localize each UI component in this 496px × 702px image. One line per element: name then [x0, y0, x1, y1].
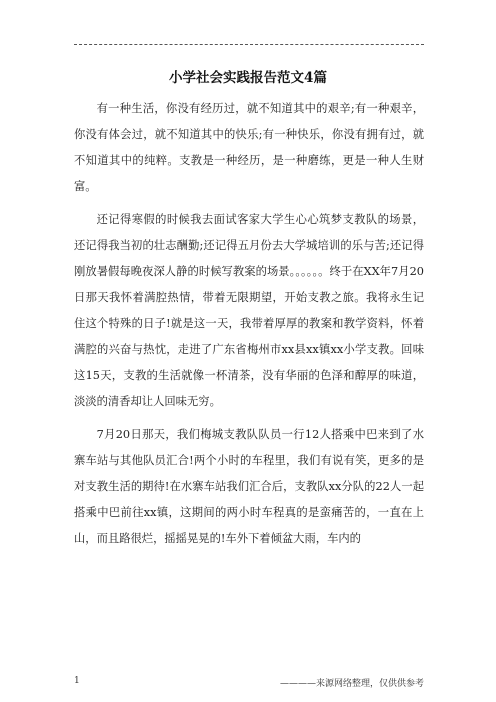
paragraph: 还记得寒假的时候我去面试客家大学生心心筑梦支教队的场景，还记得我当初的壮志酬勤;还记得五月份去大学城培训的乐与苦;还记得刚放暑假每晚夜深人静的时候写教案的场景。。。。。。终于在XX年7月20日那天我怀着满腔热情，带着无限期望，开始支教之旅。我将永生记住这个特殊的日子!就是这一天，我带着厚厚的教案和教学资料，怀着满腔的兴奋与热忱，走进了广东省梅州市xx县xx镇xx小学支教。回味这15天，支教的生活就像一杯清茶，没有华丽的色泽和醇厚的味道，淡淡的清香却让人回味无穷。	[74, 213, 424, 408]
paragraph: 有一种生活，你没有经历过，就不知道其中的艰辛;有一种艰辛，你没有体会过，就不知道其中的快乐;有一种快乐，你没有拥有过，就不知道其中的纯粹。支教是一种经历，是一种磨练，更是一种人生财富。	[74, 102, 424, 193]
page-number: 1	[74, 676, 80, 686]
document-title: 小学社会实践报告范文4篇	[169, 70, 327, 86]
document-body	[74, 96, 424, 559]
header-divider	[74, 44, 424, 45]
paragraph: 7月20日那天，我们梅城支教队队员一行12人搭乘中巴来到了水寨车站与其他队员汇合!两个小时的车程里，我们有说有笑，更多的是对支教生活的期待!在水寨车站我们汇合后，支教队xx分队的22人一起搭乘中巴前往xx镇，这期间的两小时车程真的是蛮痛苦的，一直在上山，而且路很烂，摇摇晃晃的!车外下着倾盆大雨，车内的	[74, 428, 424, 545]
footer-note: ————来源网络整理，仅供供参考	[279, 679, 424, 689]
